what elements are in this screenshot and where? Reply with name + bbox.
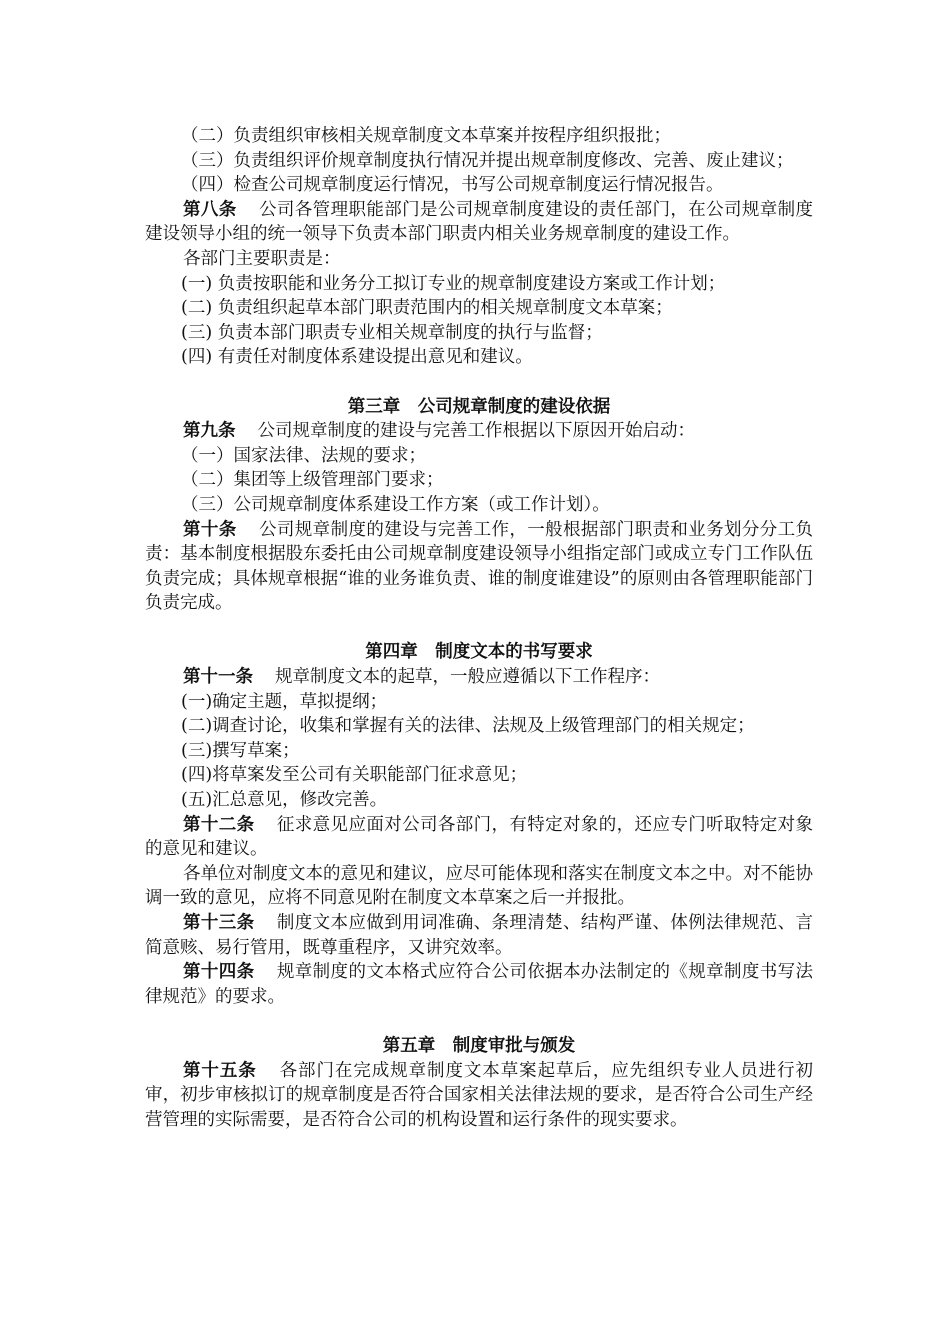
article-9-text: 公司规章制度的建设与完善工作根据以下原因开始启动： (257, 421, 695, 442)
chapter-5-heading: 第五章 制度审批与颁发 (382, 1035, 576, 1056)
article-11-title: 第十一条 (183, 667, 253, 688)
article-8-duty-3: (三) 负责本部门职责专业相关规章制度的执行与监督； (181, 322, 603, 343)
chapter-4-heading: 第四章 制度文本的书写要求 (365, 642, 593, 663)
article-9-title: 第九条 (183, 421, 236, 442)
article-12-title: 第十二条 (183, 814, 255, 835)
article-11-item-1: (一)确定主题，草拟提纲； (181, 691, 388, 712)
article-13-title: 第十三条 (183, 913, 255, 933)
duty-line-4: （四）检查公司规章制度运行情况，书写公司规章制度运行情况报告。 (181, 175, 724, 196)
article-11-text: 规章制度文本的起草，一般应遵循以下工作程序： (275, 667, 660, 688)
article-8-duty-4: (四) 有责任对制度体系建设提出意见和建议。 (181, 347, 533, 368)
article-9 (145, 419, 813, 444)
article-11-item-4: (四)将草案发至公司有关职能部门征求意见； (181, 765, 528, 786)
article-15 (145, 1059, 813, 1133)
article-9-item-3: （三）公司规章制度体系建设工作方案（或工作计划）。 (181, 494, 610, 515)
article-8 (145, 198, 813, 247)
article-12-text: 征求意见应面对公司各部门，有特定对象的，还应专门听取特定对象的意见和建议。 (145, 814, 813, 860)
article-10 (145, 518, 813, 616)
article-12-paragraph-2: 各单位对制度文本的意见和建议，应尽可能体现和落实在制度文本之中。对不能协调一致的意见，应将不同意见附在制度文本草案之后一并报批。 (145, 863, 813, 909)
article-11-item-5: (五)汇总意见，修改完善。 (181, 790, 388, 811)
article-10-title: 第十条 (183, 519, 237, 540)
article-13 (145, 911, 813, 960)
article-8-duty-2: (二) 负责组织起草本部门职责范围内的相关规章制度文本草案； (181, 298, 673, 319)
article-8-title: 第八条 (183, 199, 237, 220)
article-8-text: 公司各管理职能部门是公司规章制度建设的责任部门，在公司规章制度建设领导小组的统一领导下负责本部门职责内相关业务规章制度的建设工作。 (145, 199, 814, 245)
duty-line-2: （二）负责组织审核相关规章制度文本草案并按程序组织报批； (181, 126, 671, 146)
article-11 (145, 665, 813, 690)
article-8-duties-intro: 各部门主要职责是： (183, 248, 341, 269)
article-10-text: 公司规章制度的建设与完善工作，一般根据部门职责和业务划分分工负责：基本制度根据股东委托由公司规章制度建设领导小组指定部门或成立专门工作队伍负责完成；具体规章根据“谁的业务谁负责、谁的制度谁建设”的原则由各管理职能部门负责完成。 (145, 519, 814, 614)
article-14-text: 规章制度的文本格式应符合公司依据本办法制定的《规章制度书写法律规范》的要求。 (145, 962, 813, 1007)
chapter-3-heading: 第三章 公司规章制度的建设依据 (347, 396, 611, 417)
article-14 (145, 960, 813, 1009)
article-15-text: 各部门在完成规章制度文本草案起草后，应先组织专业人员进行初审，初步审核拟订的规章制度是否符合国家相关法律法规的要求，是否符合公司生产经营管理的实际需要，是否符合公司的机构设置和运行条件的现实要求。 (145, 1060, 814, 1130)
article-9-item-1: （一）国家法律、法规的要求； (181, 445, 426, 466)
article-11-item-2: (二)调查讨论，收集和掌握有关的法律、法规及上级管理部门的相关规定； (181, 716, 755, 737)
article-11-item-3: (三)撰写草案； (181, 740, 300, 761)
article-12 (145, 813, 813, 862)
article-8-duty-1: (一) 负责按职能和业务分工拟订专业的规章制度建设方案或工作计划； (181, 273, 726, 294)
article-15-title: 第十五条 (183, 1060, 257, 1081)
duty-line-3: （三）负责组织评价规章制度执行情况并提出规章制度修改、完善、废止建议； (181, 150, 794, 171)
document-body (145, 124, 813, 1132)
article-9-item-2: （二）集团等上级管理部门要求； (181, 470, 444, 491)
article-14-title: 第十四条 (183, 962, 255, 983)
article-13-text: 制度文本应做到用词准确、条理清楚、结构严谨、体例法律规范、言简意赅、易行管用，既尊重程序，又讲究效率。 (145, 913, 813, 958)
